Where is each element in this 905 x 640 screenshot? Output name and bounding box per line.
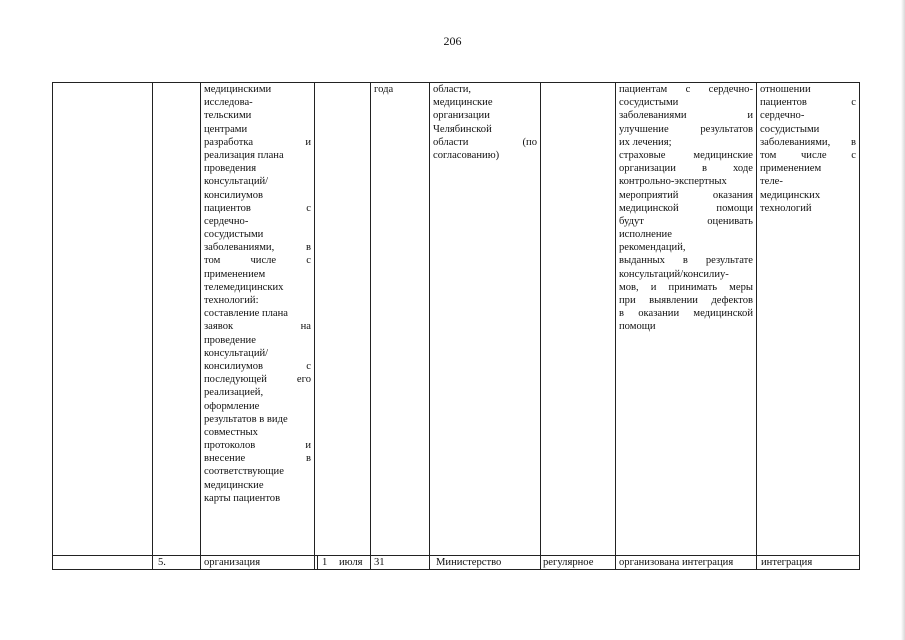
cell-expected-result <box>616 83 756 334</box>
text-line: том числе с <box>760 149 856 161</box>
text-line: Челябинской <box>433 123 492 135</box>
text-line: технологий <box>760 202 812 214</box>
text-line: сосудистыми <box>619 97 679 109</box>
text-line: внесение в <box>204 453 311 465</box>
text-line: результатов в виде <box>204 413 288 425</box>
text-line: консультаций/консилиу- <box>619 268 729 280</box>
text-line: при выявлении дефектов <box>619 295 753 306</box>
text-line: протоколов и <box>204 440 311 452</box>
text-line: улучшение результатов <box>619 123 753 135</box>
text-line: разработка и <box>204 136 311 148</box>
table-column-divider <box>540 82 541 569</box>
row-5-expected-result: организована интеграция <box>619 557 734 568</box>
text-line: медицинскими <box>204 84 272 95</box>
text-line: проведение <box>204 334 256 346</box>
text-line: карты пациентов <box>204 492 281 504</box>
text-line: том числе с <box>204 255 311 267</box>
row-5-start-day: 1 <box>322 557 328 568</box>
text-line: проведения <box>204 163 257 175</box>
text-line: выданных в результате <box>619 255 753 267</box>
text-line: соответствующие <box>204 466 284 478</box>
text-line: мов, и принимать меры <box>619 281 753 293</box>
text-line: составление плана <box>204 308 288 320</box>
text-line: пациентов с <box>760 97 856 109</box>
text-line: сердечно- <box>760 110 805 122</box>
text-line: их лечения; <box>619 136 672 148</box>
cell-measure-description <box>201 83 314 505</box>
measures-table <box>52 82 859 569</box>
table-border-bottom <box>52 569 860 570</box>
text-line: рекомендаций, <box>619 242 686 254</box>
table-column-divider <box>370 82 371 569</box>
text-line: реализация плана <box>204 149 284 161</box>
cell-indicator <box>757 83 859 215</box>
text-line: исследова- <box>204 97 253 109</box>
text-line: в оказании медицинской <box>619 308 753 320</box>
text-line: организации <box>433 110 490 122</box>
text-line: медицинские <box>433 97 493 109</box>
text-line: совместных <box>204 426 258 438</box>
text-line: будут оценивать <box>619 215 753 227</box>
text-line: пациентов с <box>204 202 311 214</box>
text-line: отношении <box>760 84 811 95</box>
text-line: оформление <box>204 400 260 412</box>
text-line: заявок на <box>204 321 311 333</box>
text-line: контрольно-экспертных <box>619 176 727 188</box>
page-edge-shadow <box>901 0 905 640</box>
row-5-responsible: Министерство <box>436 557 502 568</box>
text-line: заболеваниями и <box>619 110 753 122</box>
text-line: помощи <box>619 321 656 333</box>
text-line: страховые медицинские <box>619 149 753 161</box>
text-line: пациентам с сердечно- <box>619 84 753 95</box>
table-column-divider <box>314 82 315 569</box>
text-line: области (по <box>433 136 537 148</box>
text-line: консультаций/ <box>204 176 269 188</box>
text-line: технологий: <box>204 295 259 306</box>
row-5-indicator: интеграция <box>761 557 813 568</box>
text-line: области, <box>433 84 472 95</box>
text-line: согласованию) <box>433 149 500 161</box>
text-line: тельскими <box>204 110 252 122</box>
row-5-frequency: регулярное <box>543 557 594 568</box>
text-line: консилиумов с <box>204 360 311 372</box>
text-line: последующей его <box>204 374 311 386</box>
text-line: года <box>374 84 394 95</box>
text-line: заболеваниями, в <box>760 136 856 148</box>
text-line: медицинские <box>204 479 264 491</box>
row-5-measure: организация <box>204 557 261 568</box>
text-line: медицинских <box>760 189 821 201</box>
cell-responsible <box>430 83 540 162</box>
table-subcell-divider <box>317 556 318 569</box>
text-line: организации в ходе <box>619 163 753 175</box>
text-line: сердечно- <box>204 215 249 227</box>
text-line: исполнение <box>619 229 672 241</box>
text-line: сосудистыми <box>204 229 264 241</box>
text-line: сосудистыми <box>760 123 820 135</box>
text-line: консилиумов <box>204 189 264 201</box>
table-column-divider <box>152 82 153 569</box>
text-line: применением <box>204 268 266 280</box>
row-5-start-month: июля <box>339 557 363 568</box>
row-5-number: 5. <box>158 557 166 568</box>
text-line: теле- <box>760 176 783 188</box>
text-line: реализацией, <box>204 387 264 399</box>
text-line: заболеваниями, в <box>204 242 311 254</box>
text-line: мероприятий оказания <box>619 189 753 201</box>
text-line: применением <box>760 163 822 175</box>
table-border-right <box>859 82 860 569</box>
table-border-left <box>52 82 53 569</box>
page-number: 206 <box>443 34 462 48</box>
cell-deadline-end <box>371 83 429 96</box>
text-line: медицинской помощи <box>619 202 753 214</box>
row-5-end-day: 31 <box>374 557 385 568</box>
text-line: консультаций/ <box>204 347 269 359</box>
text-line: центрами <box>204 123 248 135</box>
text-line: телемедицинских <box>204 281 284 293</box>
